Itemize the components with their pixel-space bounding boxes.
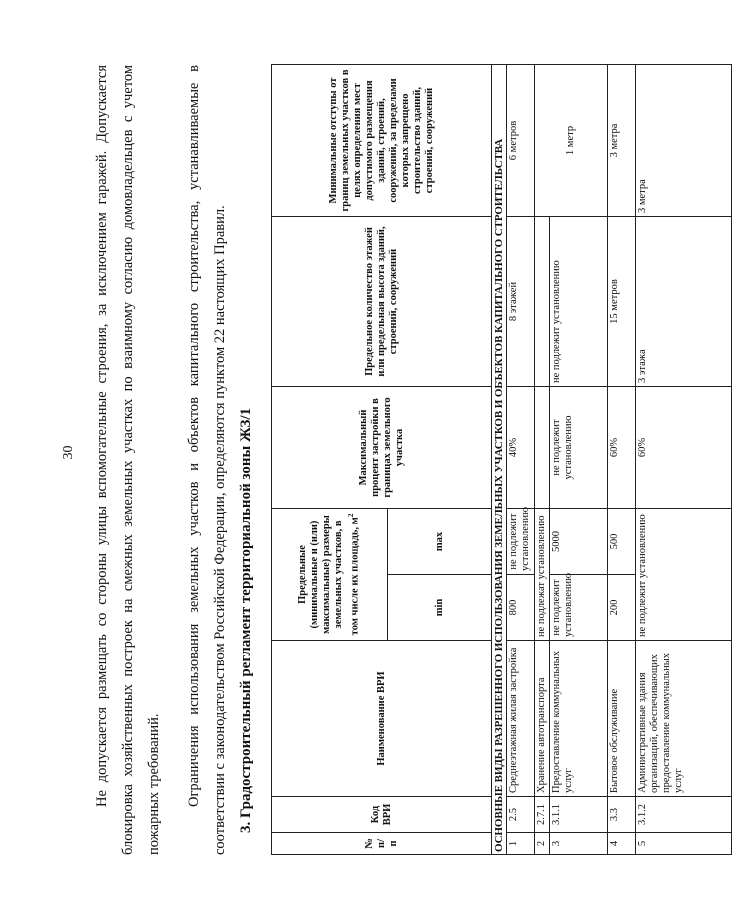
header-min: min (388, 575, 492, 641)
table-row: 2 2.7.1 Хранение автотранспорта не подлежат установлению 1 метр (535, 65, 550, 855)
section-heading: 3. Градостроительный регламент территориальной зоны ЖЗ/1 (238, 407, 254, 833)
header-name: Наименование ВРИ (272, 641, 492, 797)
table-row: 4 3.3 Бытовое обслуживание 200 500 60% 15 метров 3 метра (608, 65, 636, 855)
table-row: 1 2.5 Среднеэтажная жилая застройка 800 не подлежит установлению 40% 8 этажей 6 метров (507, 65, 535, 855)
table-row: 5 3.1.2 Административные здания организаций, обеспечивающих предоставление коммунальных услуг не подлежит установлению 60% 3 этажа 3 метра (636, 65, 732, 855)
regulation-table (271, 64, 732, 855)
header-floors: Предельное количество этажей или предельная высота зданий, строений, сооружений (272, 217, 492, 387)
header-setback: Минимальные отступы от границ земельных участков в целях определения мест допустимого размещения зданий, строений, сооружений, за пределами которых запрещено строительство зданий, строений, сооружений (272, 65, 492, 217)
header-area: Предельные (минимальные и (или) максимальные) размеры земельных участков, в том числе их площадь, $м^2$ (272, 509, 388, 641)
table-row: 3 3.1.1 Предоставление коммунальных услуг не подлежит установлению 5000 не подлежит установлению не подлежит установлению (550, 65, 608, 855)
page-number: 30 (61, 445, 76, 460)
header-max: max (388, 509, 492, 575)
paragraph-restrictions: Ограничения использования земельных участков и объектов капитального строительства, устанавливаемые в соответствии с законодательством Российской Федерации, определяются пунктом 22 настоящих Правил. (186, 65, 228, 855)
rotated-content (53, 50, 684, 855)
paragraph-garages: Не допускается размещать со стороны улицы вспомогательные строения, за исключением гаражей. Допускается блокировка хозяйственных построек на смежных земельных участках по взаимному согласию домовладельцев с учетом пожарных требований. (94, 65, 162, 855)
header-code: Код ВРИ (272, 797, 492, 833)
shared-setback-cell: 1 метр (535, 65, 608, 217)
header-num: № п/п (272, 833, 492, 855)
header-percent: Максимальный процент застройки в границах земельного участка (272, 387, 492, 509)
section-title-row: ОСНОВНЫЕ ВИДЫ РАЗРЕШЕННОГО ИСПОЛЬЗОВАНИЯ ЗЕМЕЛЬНЫХ УЧАСТКОВ И ОБЪЕКТОВ КАПИТАЛЬНОГО СТРОИТЕЛЬСТВА (492, 65, 507, 855)
